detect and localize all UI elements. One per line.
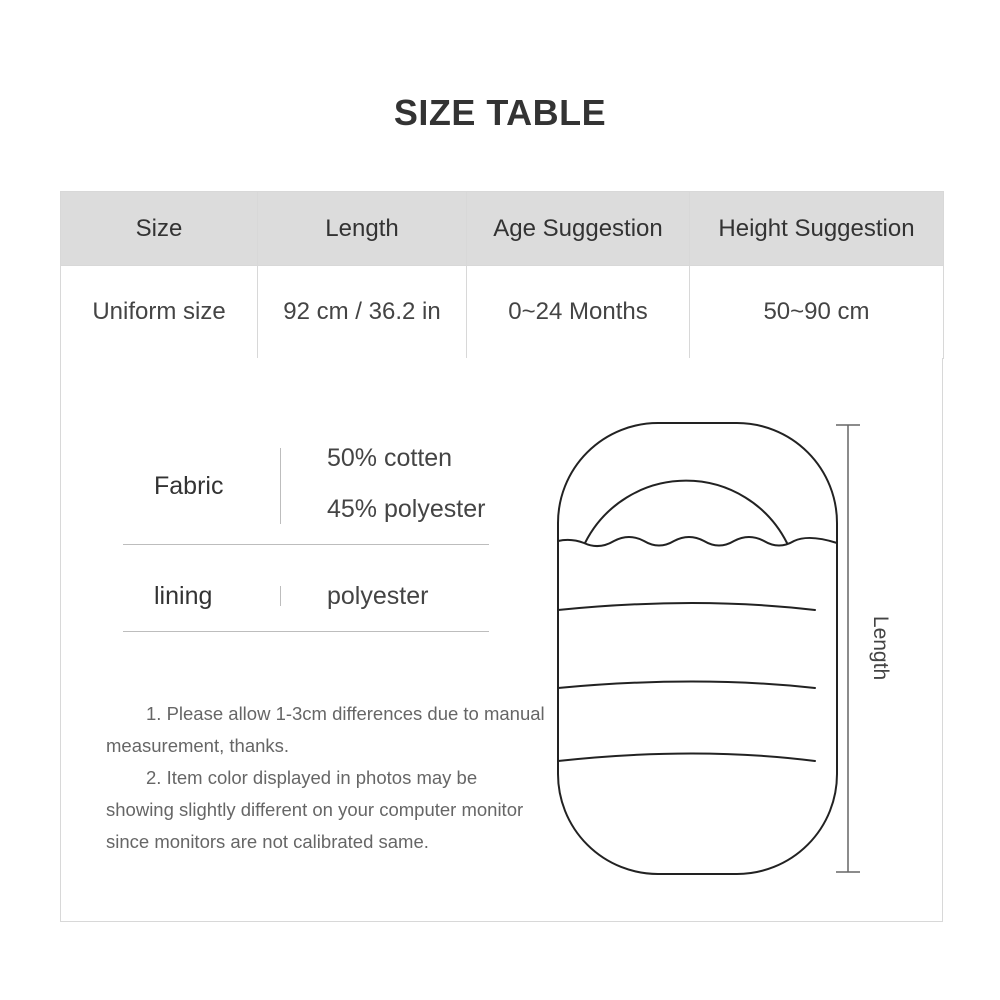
wavy-collar bbox=[558, 537, 837, 546]
fabric-label: Fabric bbox=[154, 472, 224, 500]
lining-label: lining bbox=[154, 582, 213, 610]
bag-outline bbox=[558, 423, 837, 874]
lining-value: polyester bbox=[327, 582, 429, 610]
table-header-row bbox=[61, 192, 944, 266]
fabric-value-1: 50% cotten bbox=[327, 444, 453, 472]
hood-arc bbox=[585, 481, 787, 543]
page-title: SIZE TABLE bbox=[393, 92, 607, 133]
note-item: 1. Please allow 1-3cm differences due to manual measurement, thanks. bbox=[106, 703, 545, 756]
size-table bbox=[60, 191, 944, 359]
note-item: 2. Item color displayed in photos may be showing slightly different on your computer monitor since monitors are not calibrated same. bbox=[106, 767, 524, 852]
header-length: Length bbox=[258, 192, 467, 266]
seam-line bbox=[558, 682, 815, 689]
seam-line bbox=[558, 754, 815, 762]
table-row bbox=[61, 266, 944, 359]
cell-age: 0~24 Months bbox=[467, 266, 690, 359]
fabric-separator bbox=[123, 544, 489, 545]
product-info-panel bbox=[60, 358, 943, 922]
sleeping-bag-diagram bbox=[551, 413, 931, 883]
header-age-suggestion: Age Suggestion bbox=[467, 192, 690, 266]
lining-separator bbox=[123, 631, 489, 632]
cell-size: Uniform size bbox=[61, 266, 258, 359]
fabric-divider bbox=[280, 448, 281, 524]
lining-divider bbox=[280, 586, 281, 606]
cell-height: 50~90 cm bbox=[690, 266, 944, 359]
cell-length: 92 cm / 36.2 in bbox=[258, 266, 467, 359]
notes bbox=[106, 698, 546, 858]
fabric-value-2: 45% polyester bbox=[327, 495, 486, 523]
header-height-suggestion: Height Suggestion bbox=[690, 192, 944, 266]
seam-line bbox=[558, 603, 815, 610]
dimension-label: Length bbox=[869, 615, 892, 681]
header-size: Size bbox=[61, 192, 258, 266]
